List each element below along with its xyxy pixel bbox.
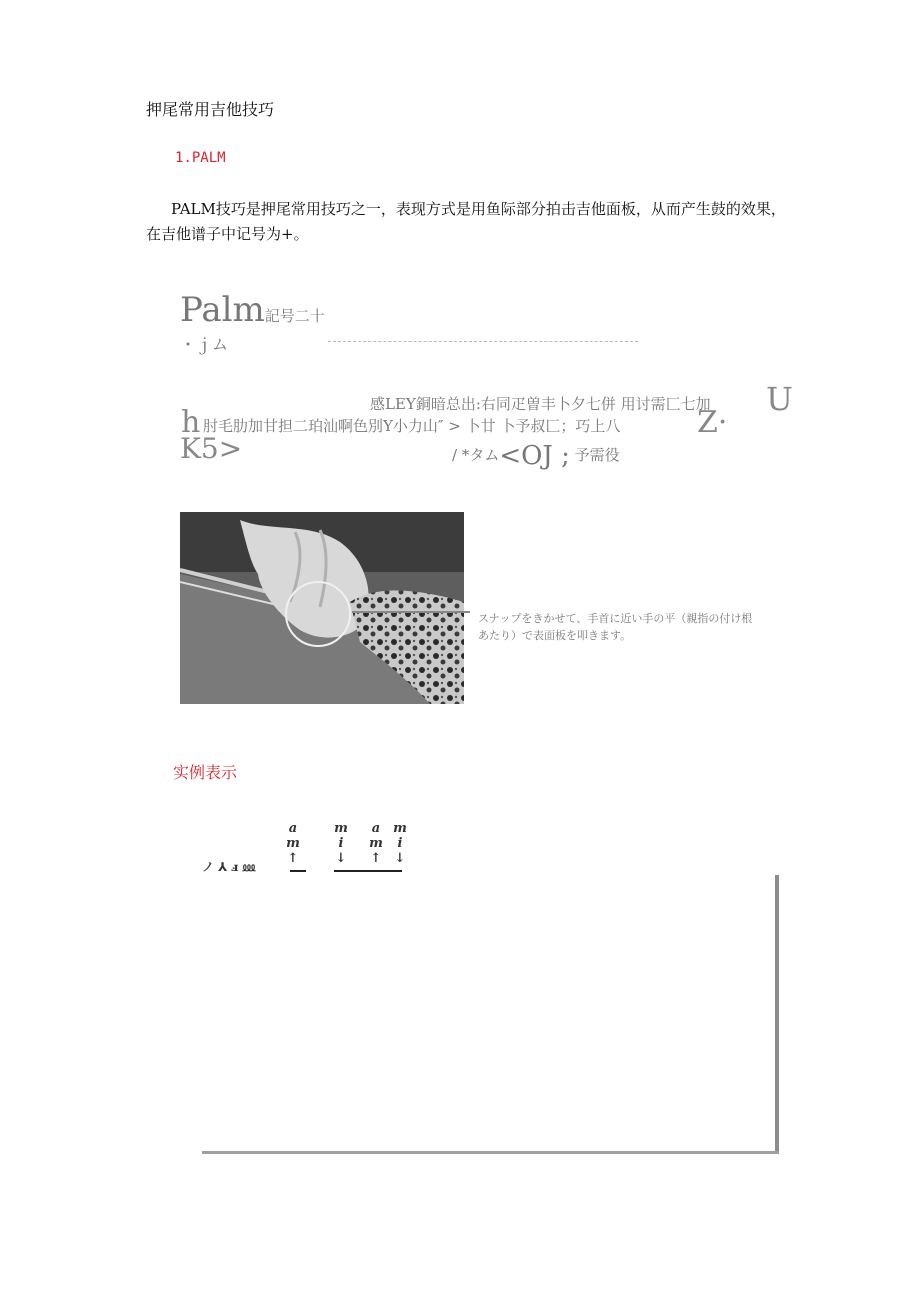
ocr-big-h: h [181, 405, 201, 440]
stroke-up-arrow: ↑ [287, 851, 299, 866]
stroke-down-arrow: ↓ [335, 851, 347, 866]
ocr-line-3 [452, 441, 620, 471]
ocr-palm-big: Palm [180, 290, 265, 330]
palm-description: PALM技巧是押尾常用技巧之一，表现方式是用鱼际部分拍击吉他面板，从而产生鼓的效果，在吉他谱子中记号为+。 [146, 200, 786, 243]
ocr-big-u: U [766, 380, 793, 418]
ocr-line-3c: 予需役 [574, 446, 620, 464]
callout-leader-line [352, 611, 470, 613]
fingering-m: m [369, 836, 383, 851]
example-heading: 实例表示 [173, 763, 238, 782]
score-frame-bottom-edge [202, 1151, 779, 1154]
fingering-m: m [334, 821, 348, 836]
fingering-a: a [288, 821, 298, 836]
score-frame-right-edge [775, 875, 779, 1153]
ocr-line-1: 感LEY銅暗总出:右同疋曽丰卜夕七併 用讨需匚七加 [370, 395, 711, 413]
ocr-line-2: 肘毛肋加甘担二珀汕啊色別Y小力山″ > 卜廿 卜予叔匚；巧上八 [203, 417, 621, 435]
notation-lead-symbols: ノ ⅄ ⅎ ⅏ [202, 860, 256, 874]
ocr-dashed-rule [328, 341, 638, 343]
ocr-palm-small: 記号二十 [264, 307, 325, 325]
photo-illustration [180, 512, 464, 704]
stroke-down-arrow: ↓ [394, 851, 406, 866]
fingering-m: m [286, 836, 300, 851]
ocr-big-k5: K5> [180, 432, 243, 465]
palm-technique-photo [180, 512, 464, 704]
ocr-line-3a: / *タム [452, 446, 500, 464]
section-heading-palm: 1.PALM [175, 150, 226, 166]
beam-2 [334, 870, 402, 872]
document-title: 押尾常用吉他技巧 [146, 100, 275, 119]
fingering-a: a [371, 821, 381, 836]
photo-caption-line-2: あたり）で表面板を叩きます。 [478, 629, 632, 642]
fingering-i: i [338, 836, 344, 851]
fingering-m: m [393, 821, 407, 836]
stroke-up-arrow: ↑ [370, 851, 382, 866]
beam-1 [290, 870, 306, 872]
ocr-line-3b: <OJ ; [499, 441, 570, 471]
fingering-i: i [397, 836, 403, 851]
ocr-palm-label [180, 290, 325, 330]
fingering-notation [200, 822, 420, 878]
photo-caption [478, 610, 752, 644]
ocr-dot-line: ・ｊム [180, 335, 229, 354]
photo-caption-line-1: スナップをきかせて、手首に近い手の平（親指の付け根 [478, 612, 753, 625]
ocr-big-z: Z· [697, 405, 728, 440]
